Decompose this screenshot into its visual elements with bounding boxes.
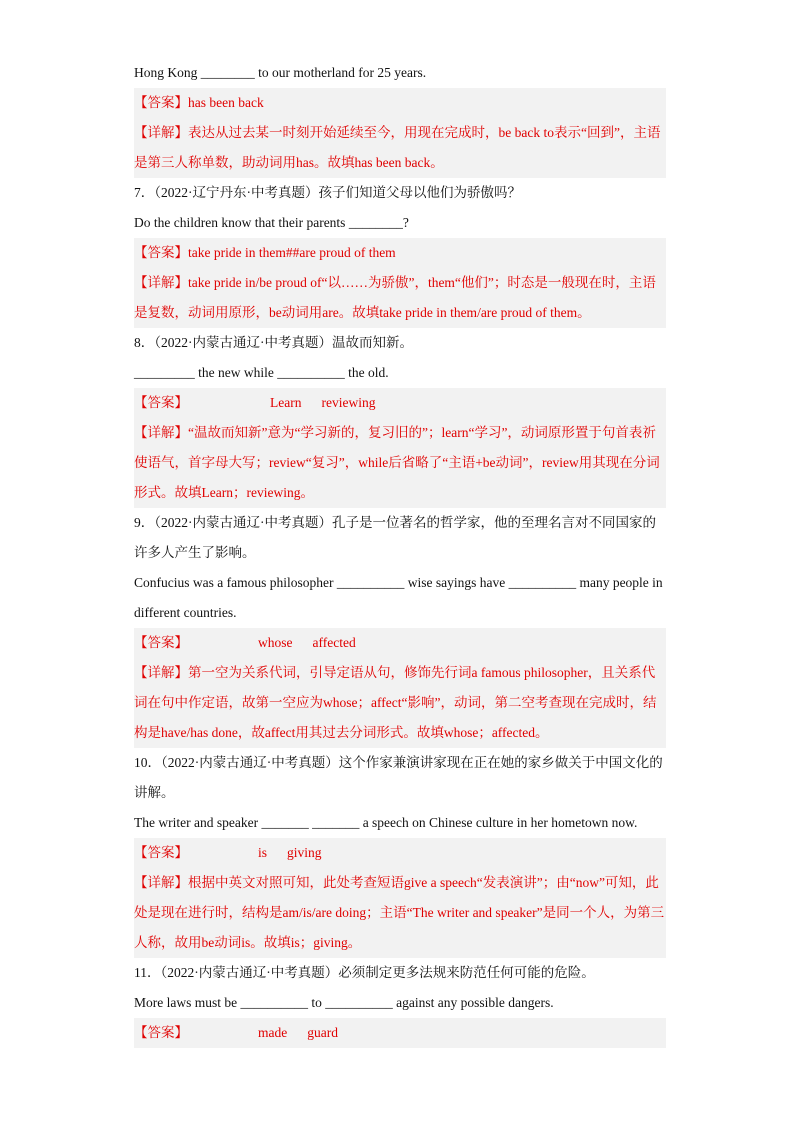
detail-tag: 【详解】 bbox=[134, 125, 188, 140]
detail-text: 根据中英文对照可知，此处考查短语give a speech“发表演讲”；由“now”可知，此处是现在进行时，结构是am/is/are doing；主语“The writer and speaker”是同一个人，为第三人称，故用be动词is。故填is；giving。 bbox=[134, 875, 665, 950]
answer-box bbox=[134, 88, 666, 118]
answer-tag: 【答案】 bbox=[134, 1025, 188, 1040]
detail-box bbox=[134, 268, 666, 328]
detail-box bbox=[134, 418, 666, 508]
answer-box bbox=[134, 838, 666, 868]
answer-tag: 【答案】 bbox=[134, 845, 188, 860]
detail-box bbox=[134, 868, 666, 958]
answer-blank-2: affected bbox=[312, 635, 356, 650]
detail-text: 第一空为关系代词，引导定语从句，修饰先行词a famous philosopher，且关系代词在句中作定语，故第一空应为whose；affect“影响”，动词，第二空考查现在完成时，结构是have/has done，故affect用其过去分词形式。故填whose；affected。 bbox=[134, 665, 657, 740]
question-text: More laws must be __________ to __________ against any possible dangers. bbox=[134, 995, 554, 1010]
detail-tag: 【详解】 bbox=[134, 425, 188, 440]
answer-box bbox=[134, 628, 666, 658]
question-header: 9．（2022·内蒙古通辽·中考真题）孔子是一位著名的哲学家，他的至理名言对不同国家的许多人产生了影响。 bbox=[134, 515, 656, 560]
answer-tag: 【答案】 bbox=[134, 635, 188, 650]
question-text: Confucius was a famous philosopher __________ wise sayings have __________ many people in different countries. bbox=[134, 575, 663, 620]
detail-tag: 【详解】 bbox=[134, 875, 188, 890]
detail-tag: 【详解】 bbox=[134, 665, 188, 680]
question-header: 11．（2022·内蒙古通辽·中考真题）必须制定更多法规来防范任何可能的危险。 bbox=[134, 965, 595, 980]
question-header: 7．（2022·辽宁丹东·中考真题）孩子们知道父母以他们为骄傲吗？ bbox=[134, 185, 521, 200]
answer-box bbox=[134, 238, 666, 268]
answer-blank-1: Learn bbox=[270, 395, 302, 410]
detail-text: take pride in/be proud of“以……为骄傲”，them“他们”；时态是一般现在时，主语是复数，动词用原形，be动词用are。故填take pride in them/are proud of them。 bbox=[134, 275, 656, 320]
question-header: 8．（2022·内蒙古通辽·中考真题）温故而知新。 bbox=[134, 335, 413, 350]
detail-text: 表达从过去某一时刻开始延续至今，用现在完成时，be back to表示“回到”，主语是第三人称单数，助动词用has。故填has been back。 bbox=[134, 125, 661, 170]
question-text: _________ the new while __________ the old. bbox=[134, 365, 389, 380]
answer-blank-2: guard bbox=[307, 1025, 338, 1040]
detail-text: “温故而知新”意为“学习新的，复习旧的”；learn“学习”，动词原形置于句首表祈使语气，首字母大写；review“复习”，while后省略了“主语+be动词”，review用其现在分词形式。故填Learn；reviewing。 bbox=[134, 425, 660, 500]
document-content bbox=[134, 58, 666, 1048]
answer-box bbox=[134, 388, 666, 418]
answer-blank-1: whose bbox=[258, 635, 293, 650]
question-text: Hong Kong ________ to our motherland for 25 years. bbox=[134, 65, 427, 80]
answer-blank-2: reviewing bbox=[321, 395, 376, 410]
answer-tag: 【答案】 bbox=[134, 395, 188, 410]
answer-text: has been back bbox=[188, 95, 264, 110]
answer-tag: 【答案】 bbox=[134, 245, 188, 260]
answer-blank-1: made bbox=[258, 1025, 288, 1040]
detail-box bbox=[134, 118, 666, 178]
question-text: The writer and speaker _______ _______ a speech on Chinese culture in her hometown now. bbox=[134, 815, 638, 830]
answer-blank-2: giving bbox=[287, 845, 322, 860]
answer-tag: 【答案】 bbox=[134, 95, 188, 110]
question-header: 10．（2022·内蒙古通辽·中考真题）这个作家兼演讲家现在正在她的家乡做关于中国文化的讲解。 bbox=[134, 755, 663, 800]
detail-tag: 【详解】 bbox=[134, 275, 188, 290]
answer-blank-1: is bbox=[258, 845, 268, 860]
answer-box bbox=[134, 1018, 666, 1048]
question-text: Do the children know that their parents ________? bbox=[134, 215, 409, 230]
detail-box bbox=[134, 658, 666, 748]
answer-text: take pride in them##are proud of them bbox=[188, 245, 396, 260]
